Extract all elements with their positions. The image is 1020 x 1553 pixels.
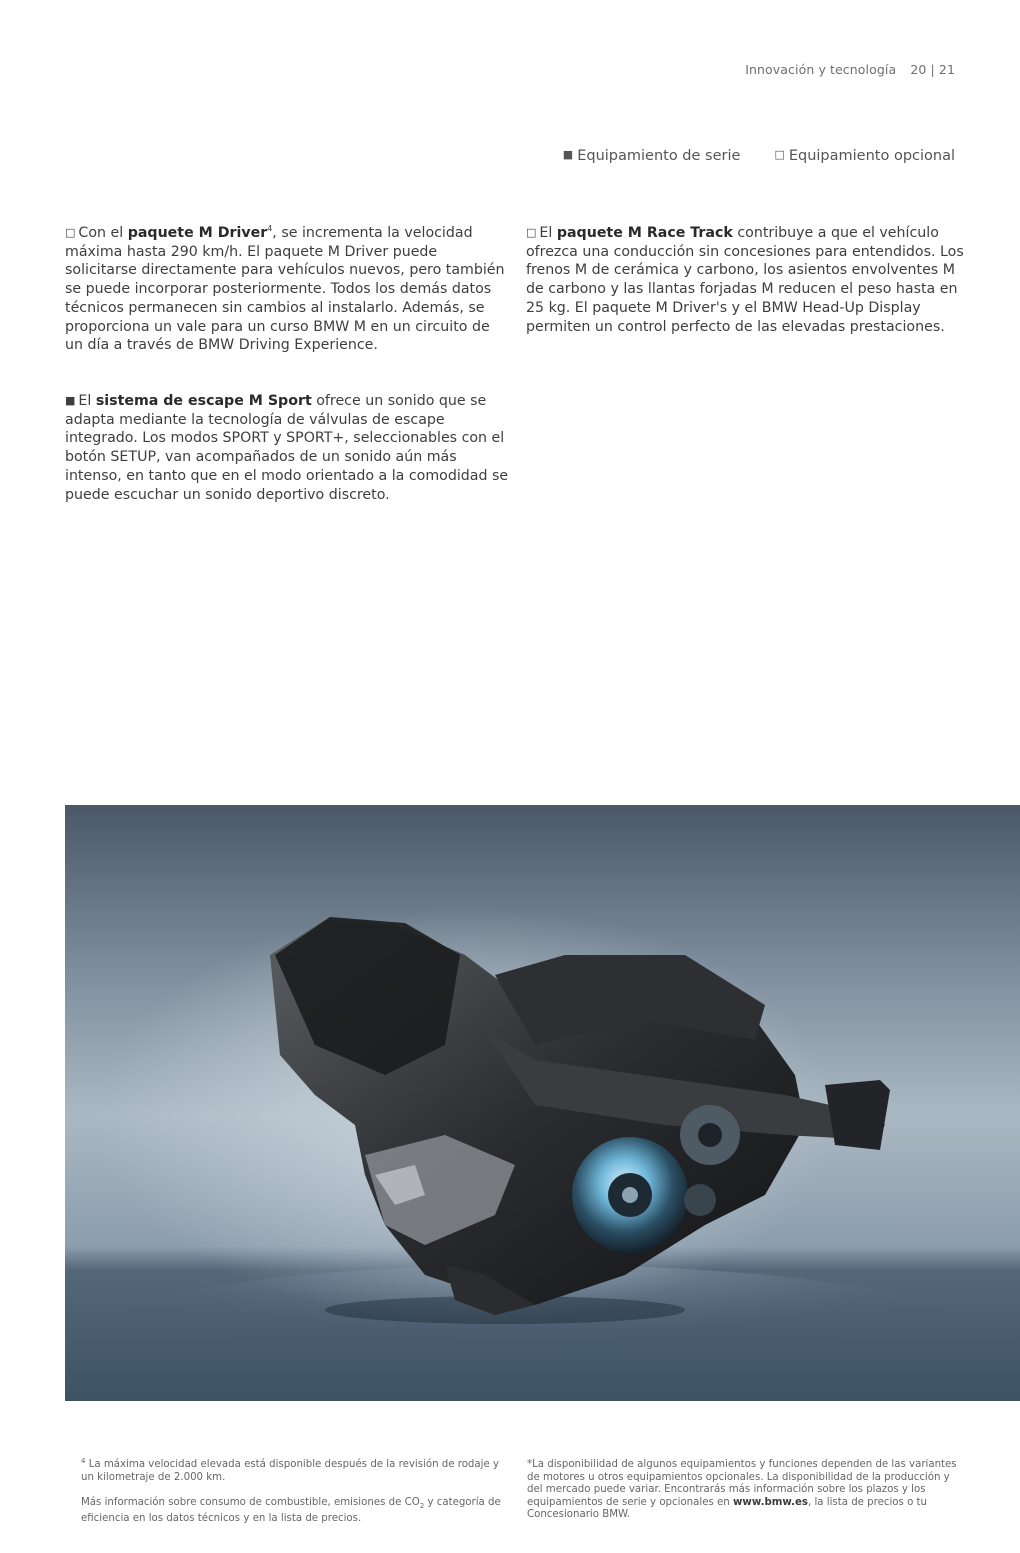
m-driver-package-title: paquete M Driver bbox=[127, 225, 268, 241]
empty-square-icon: □ bbox=[65, 226, 76, 239]
text-run: El bbox=[539, 225, 557, 241]
text-run: El bbox=[78, 393, 96, 409]
page-numbers: 20 | 21 bbox=[910, 62, 955, 77]
footnote-mark: 4 bbox=[81, 1457, 86, 1465]
empty-square-icon: □ bbox=[526, 226, 537, 239]
footnote-consumption bbox=[81, 1497, 511, 1525]
filled-square-icon: ■ bbox=[65, 394, 76, 407]
footnote-mark: * bbox=[527, 1459, 533, 1470]
engine-body bbox=[270, 917, 890, 1315]
m-driver-package-body: , se incrementa la velocidad máxima hasta 290 km/h. El paquete M Driver puede solicitarse directamente para vehículos nuevos, pero también se puede incorporar posteriormente. Todos los demás datos técnicos permanecen sin cambios al instalarlo. Además, se proporciona un vale para un curso BMW M en un circuito de un día a través de BMW Driving Experience. bbox=[65, 225, 505, 354]
section-title: Innovación y tecnología bbox=[745, 62, 897, 77]
m-sport-exhaust-body: ofrece un sonido que se adapta mediante la tecnología de válvulas de escape integrado. Los modos SPORT y SPORT+, seleccionables con el botón SETUP, van acompañados de un sonido aún más intenso, en tanto que en el modo orientado a la comodidad se puede escuchar un sonido deportivo discreto. bbox=[65, 393, 509, 503]
footnote-availability bbox=[527, 1459, 957, 1522]
empty-square-icon: □ bbox=[774, 148, 785, 161]
text-run: Más información sobre consumo de combustible, emisiones de CO bbox=[81, 1497, 420, 1508]
engine-illustration bbox=[65, 805, 1020, 1401]
text-run: , la lista de precios o tu Concesionario BMW. bbox=[527, 1496, 928, 1521]
legend-optional-label: Equipamiento opcional bbox=[788, 148, 955, 164]
m-sport-exhaust-text bbox=[65, 392, 517, 504]
page-header bbox=[745, 62, 955, 77]
equipment-legend bbox=[563, 148, 955, 164]
m-race-track-text bbox=[526, 224, 972, 336]
subscript: 2 bbox=[419, 1502, 425, 1511]
text-run: La disponibilidad de algunos equipamientos y funciones dependen de las variantes de motores u otros equipamientos opcionales. La disponibilidad de la producción y del mercado puede variar. Encontrarás más información sobre los plazos y los equipamientos de serie y opcionales en bbox=[527, 1459, 957, 1508]
legend-standard bbox=[563, 148, 741, 164]
m-sport-exhaust-title: sistema de escape M Sport bbox=[95, 393, 312, 409]
text-run: y categoría de eficiencia en los datos técnicos y en la lista de precios. bbox=[81, 1497, 501, 1524]
m-race-track-body: contribuye a que el vehículo ofrezca una conducción sin concesiones para entendidos. Los frenos M de cerámica y carbono, los asientos envolventes M de carbono y las llantas forjadas M reducen el peso hasta en 25 kg. El paquete M Driver's y el BMW Head-Up Display permiten un control perfecto de las elevadas prestaciones. bbox=[526, 225, 964, 335]
legend-optional bbox=[774, 148, 955, 164]
filled-square-icon: ■ bbox=[562, 148, 574, 161]
bmw-website-link[interactable]: www.bmw.es bbox=[733, 1496, 808, 1508]
engine-photo bbox=[65, 805, 1020, 1401]
m-race-track-title: paquete M Race Track bbox=[556, 225, 733, 241]
text-run: Con el bbox=[78, 225, 128, 241]
footnote-top-speed-text: La máxima velocidad elevada está disponible después de la revisión de rodaje y un kilometraje de 2.000 km. bbox=[81, 1459, 500, 1483]
footnote-ref: 4 bbox=[267, 224, 273, 233]
legend-standard-label: Equipamiento de serie bbox=[577, 148, 741, 164]
m-driver-package-text bbox=[65, 224, 505, 355]
footnote-top-speed bbox=[81, 1459, 501, 1484]
